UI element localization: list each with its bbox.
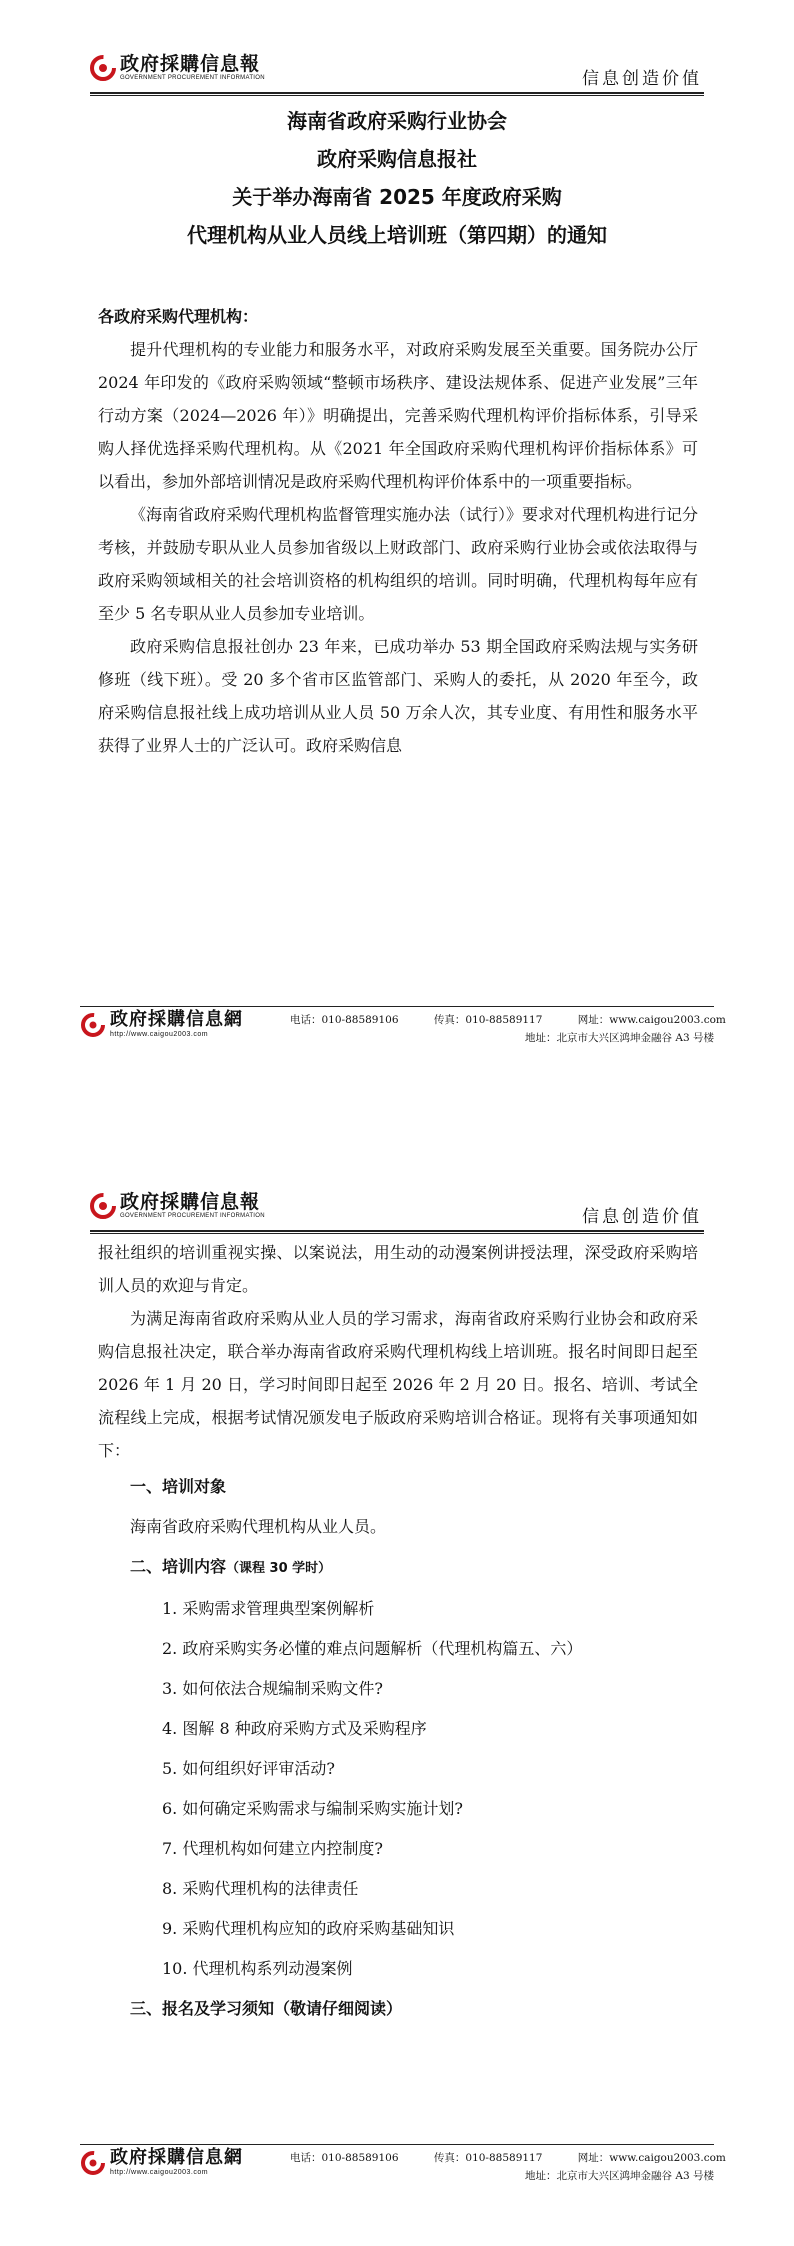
header-slogan: 信息创造价值 xyxy=(582,1207,702,1227)
logo-chinese-text: 政府採購信息報 xyxy=(120,1191,261,1213)
notice-title xyxy=(0,102,794,254)
header-logo xyxy=(90,1192,265,1220)
footer-logo xyxy=(80,1010,243,1039)
footer-logo-url: http://www.caigou2003.com xyxy=(110,1031,209,1038)
footer-logo-url: http://www.caigou2003.com xyxy=(110,2169,209,2176)
header-slogan: 信息创造价值 xyxy=(582,69,702,89)
page2-body xyxy=(98,1236,698,2029)
course-item: 3. 如何依法合规编制采购文件? xyxy=(162,1679,383,1698)
course-item: 6. 如何确定采购需求与编制采购实施计划? xyxy=(162,1799,463,1818)
course-item: 5. 如何组织好评审活动? xyxy=(162,1759,335,1778)
section-1-heading: 一、培训对象 xyxy=(130,1477,227,1496)
course-item: 9. 采购代理机构应知的政府采购基础知识 xyxy=(162,1919,455,1938)
course-item: 2. 政府采购实务必懂的难点问题解析（代理机构篇五、六） xyxy=(162,1639,583,1658)
footer-fax: 传真：010-88589117 xyxy=(433,1014,543,1026)
course-item: 10. 代理机构系列动漫案例 xyxy=(162,1959,353,1978)
title-line-3: 关于举办海南省 2025 年度政府采购 xyxy=(232,185,562,209)
page-footer xyxy=(80,1009,726,1050)
title-line-1: 海南省政府采购行业协会 xyxy=(287,109,507,133)
footer-website: 网址：www.caigou2003.com xyxy=(577,1014,726,1026)
section-2-heading xyxy=(98,1547,698,1589)
footer-logo-text: 政府採購信息網 xyxy=(110,2147,243,2168)
continuation-text: 报社组织的培训重视实操、以案说法，用生动的动漫案例讲授法理，深受政府采购培训人员的欢迎与肯定。 xyxy=(98,1243,698,1295)
course-item: 4. 图解 8 种政府采购方式及采购程序 xyxy=(162,1719,427,1738)
footer-phone: 电话：010-88589106 xyxy=(290,1014,399,1026)
logo-swirl-icon xyxy=(80,2150,106,2176)
footer-phone: 电话：010-88589106 xyxy=(290,2152,399,2164)
footer-rule xyxy=(80,2144,714,2145)
course-item: 1. 采购需求管理典型案例解析 xyxy=(162,1599,375,1618)
paragraph-3: 政府采购信息报社创办 23 年来，已成功举办 53 期全国政府采购法规与实务研修班（线下班）。受 20 多个省市区监管部门、采购人的委托，从 2020 年至今，政府采购信息报社线上成功培训从业人员 50 万余人次，其专业度、有用性和服务水平获得了业界人士的广泛认可。政府采购信息 xyxy=(98,637,698,755)
page-footer xyxy=(80,2147,726,2188)
title-line-4: 代理机构从业人员线上培训班（第四期）的通知 xyxy=(187,223,607,247)
footer-contact xyxy=(290,2150,726,2165)
paragraph-4: 为满足海南省政府采购从业人员的学习需求，海南省政府采购行业协会和政府采购信息报社决定，联合举办海南省政府采购代理机构线上培训班。报名时间即日起至 2026 年 1 月 20 日，学习时间即日起至 2026 年 2 月 20 日。报名、培训、考试全流程线上完成，根据考试情况颁发电子版政府采购培训合格证。现将有关事项通知如下： xyxy=(98,1309,698,1460)
section-3-heading: 三、报名及学习须知（敬请仔细阅读） xyxy=(130,1999,403,2018)
page-header xyxy=(90,1192,704,1228)
salutation: 各政府采购代理机构： xyxy=(98,307,259,326)
header-rule xyxy=(90,92,704,94)
footer-address: 地址：北京市大兴区鸿坤金融谷 A3 号楼 xyxy=(525,2170,714,2182)
section-2-subtitle: （课程 30 学时） xyxy=(226,1561,332,1576)
page-header xyxy=(90,54,704,90)
footer-contact xyxy=(290,1012,726,1027)
section-1-text: 海南省政府采购代理机构从业人员。 xyxy=(130,1517,387,1536)
logo-chinese-text: 政府採購信息報 xyxy=(120,53,261,75)
page1-body xyxy=(98,300,698,762)
course-item: 7. 代理机构如何建立内控制度? xyxy=(162,1839,383,1858)
page-1 xyxy=(0,0,794,1108)
logo-swirl-icon xyxy=(90,1193,116,1219)
title-line-2: 政府采购信息报社 xyxy=(317,147,477,171)
footer-website: 网址：www.caigou2003.com xyxy=(577,2152,726,2164)
header-rule xyxy=(90,1230,704,1232)
logo-swirl-icon xyxy=(90,55,116,81)
section-2-title: 二、培训内容 xyxy=(130,1557,227,1576)
header-rule-thin xyxy=(90,1233,704,1234)
footer-rule xyxy=(80,1006,714,1007)
footer-address: 地址：北京市大兴区鸿坤金融谷 A3 号楼 xyxy=(525,1032,714,1044)
footer-logo-text: 政府採購信息網 xyxy=(110,1009,243,1030)
paragraph-2: 《海南省政府采购代理机构监督管理实施办法（试行）》要求对代理机构进行记分考核，并鼓励专职从业人员参加省级以上财政部门、政府采购行业协会或依法取得与政府采购领域相关的社会培训资格的机构组织的培训。同时明确，代理机构每年应有至少 5 名专职从业人员参加专业培训。 xyxy=(98,505,699,623)
logo-swirl-icon xyxy=(80,1012,106,1038)
header-logo xyxy=(90,54,265,82)
page-2 xyxy=(0,1138,794,2246)
footer-fax: 传真：010-88589117 xyxy=(433,2152,543,2164)
logo-english-text: GOVERNMENT PROCUREMENT INFORMATION xyxy=(120,75,265,81)
header-rule-thin xyxy=(90,95,704,96)
paragraph-1: 提升代理机构的专业能力和服务水平，对政府采购发展至关重要。国务院办公厅 2024 年印发的《政府采购领域“整顿市场秩序、建设法规体系、促进产业发展”三年行动方案（2024—2026 年）》明确提出，完善采购代理机构评价指标体系，引导采购人择优选择采购代理机构。从《2021 年全国政府采购代理机构评价指标体系》可以看出，参加外部培训情况是政府采购代理机构评价体系中的一项重要指标。 xyxy=(98,340,698,491)
logo-english-text: GOVERNMENT PROCUREMENT INFORMATION xyxy=(120,1213,265,1219)
footer-logo xyxy=(80,2148,243,2177)
course-item: 8. 采购代理机构的法律责任 xyxy=(162,1879,359,1898)
